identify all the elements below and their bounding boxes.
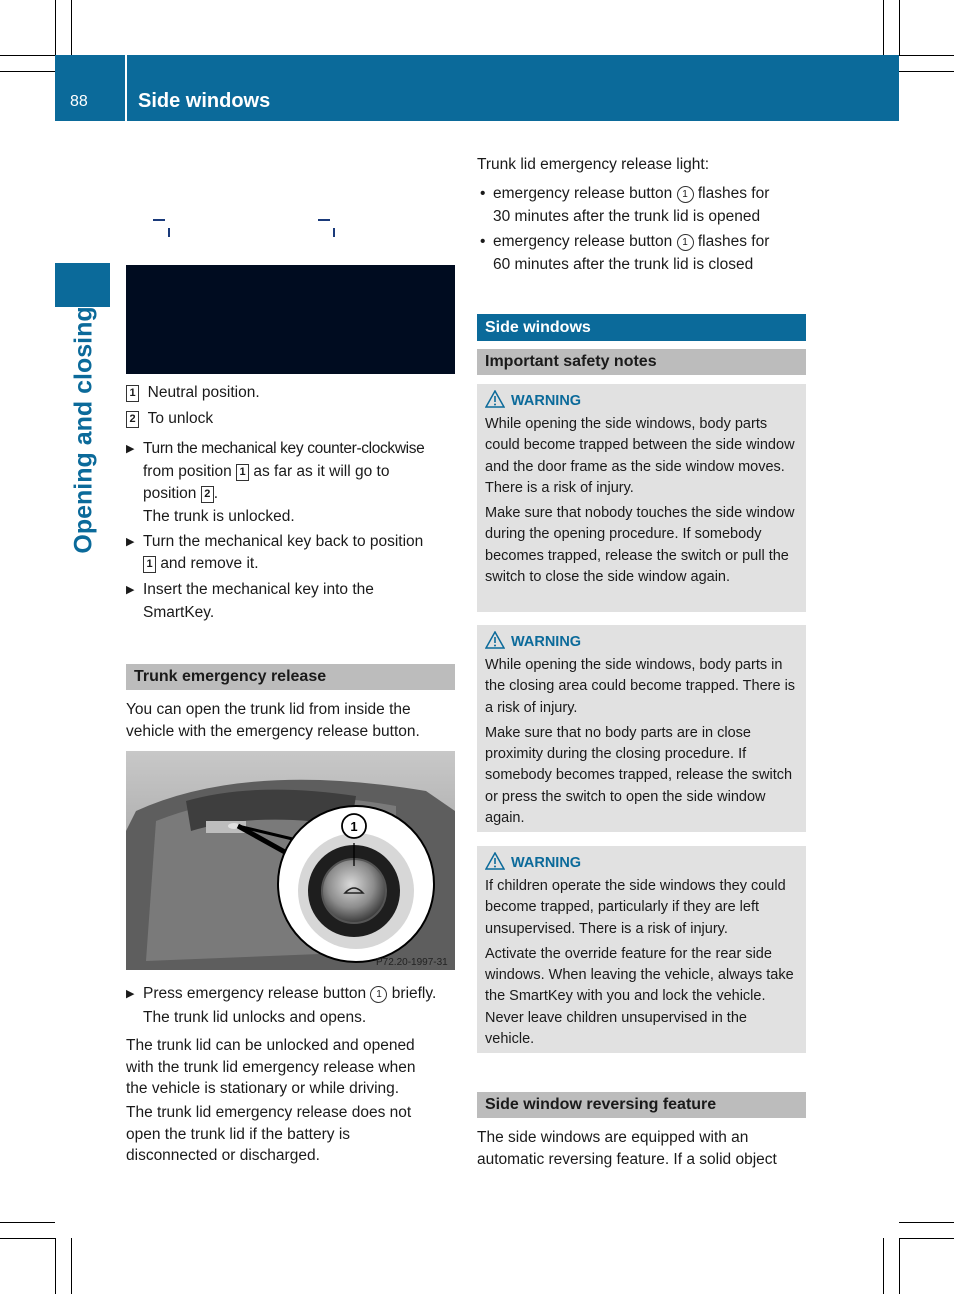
instruction-step xyxy=(126,438,461,527)
callout-number: 1 xyxy=(236,464,249,481)
crop-mark xyxy=(899,0,900,55)
step-text xyxy=(143,553,461,575)
step-text xyxy=(143,983,461,1005)
crop-mark xyxy=(0,1238,55,1239)
bullet-text: 60 minutes after the trunk lid is closed xyxy=(493,255,754,273)
step-arrow-icon: ▶ xyxy=(126,536,135,548)
step-text-part: Press emergency release button xyxy=(143,985,367,1002)
header-separator xyxy=(125,55,127,121)
paragraph-line: Trunk lid emergency release light: xyxy=(477,156,710,173)
callout-number: 2 xyxy=(201,486,214,503)
step-text xyxy=(143,483,461,505)
paragraph xyxy=(477,1127,812,1170)
bullet-text-part: flashes for xyxy=(697,233,770,250)
bullet-dot: • xyxy=(480,233,486,250)
key-illustration-mark xyxy=(168,228,170,237)
step-text-part: briefly. xyxy=(391,985,437,1002)
step-text: SmartKey. xyxy=(143,603,215,621)
step-text: Insert the mechanical key into the xyxy=(143,581,374,598)
crop-mark xyxy=(55,1238,56,1294)
paragraph-line: You can open the trunk lid from inside the xyxy=(126,701,411,718)
legend-text: Neutral position. xyxy=(147,384,260,401)
paragraph-line: with the trunk lid emergency release when xyxy=(126,1058,416,1076)
legend-text: To unlock xyxy=(147,410,214,427)
warning-title xyxy=(485,631,798,651)
page-number: 88 xyxy=(70,93,88,110)
warning-label: WARNING xyxy=(511,393,582,409)
bullet-text xyxy=(493,231,812,253)
crop-mark xyxy=(899,1238,900,1294)
step-text: Turn the mechanical key back to position xyxy=(143,533,424,550)
warning-box xyxy=(477,846,806,1053)
step-text-part: . xyxy=(213,485,219,502)
paragraph xyxy=(126,1035,461,1100)
legend-item xyxy=(126,408,213,430)
warning-text: Make sure that no body parts are in close proximity during the closing procedure. If somebody becomes trapped, release the switch or press the switch to open the side window again. xyxy=(485,724,793,827)
warning-box xyxy=(477,384,806,612)
instruction-step xyxy=(126,531,461,574)
crop-mark xyxy=(55,0,56,55)
paragraph-line: open the trunk lid if the battery is xyxy=(126,1125,351,1143)
key-illustration-mark xyxy=(153,219,165,221)
step-text-part: position xyxy=(143,485,197,502)
photo-callout: 1 xyxy=(350,819,358,834)
crop-mark xyxy=(899,55,954,56)
warning-box xyxy=(477,625,806,832)
paragraph-line: The trunk lid emergency release does not xyxy=(126,1104,412,1121)
step-arrow-icon: ▶ xyxy=(126,443,135,455)
bullet-text-part: flashes for xyxy=(697,185,770,202)
callout-number: 1 xyxy=(677,234,694,251)
paragraph-line: The trunk lid can be unlocked and opened xyxy=(126,1037,415,1054)
subsection-heading: Side window reversing feature xyxy=(477,1092,806,1118)
step-text-part: and remove it. xyxy=(160,554,259,572)
warning-label: WARNING xyxy=(511,634,582,650)
step-arrow-icon: ▶ xyxy=(126,988,135,1000)
trunk-release-photo xyxy=(126,751,455,970)
callout-number: 1 xyxy=(677,186,694,203)
photo-code: P72.20-1997-31 xyxy=(376,957,448,968)
legend-item xyxy=(126,382,260,404)
bullet-text xyxy=(493,183,812,205)
crop-mark xyxy=(0,1222,55,1223)
warning-text: While opening the side windows, body parts in the closing area could become trapped. There is a risk of injury. xyxy=(485,657,796,716)
chapter-label: Opening and closing xyxy=(69,306,98,554)
key-illustration-mark xyxy=(318,219,330,221)
bullet-text: 30 minutes after the trunk lid is opened xyxy=(493,207,761,225)
step-text xyxy=(143,461,461,483)
paragraph xyxy=(126,699,461,742)
instruction-step xyxy=(126,579,461,623)
key-illustration-mark xyxy=(333,228,335,237)
bullet-dot: • xyxy=(480,185,486,202)
bullet-text-part: emergency release button xyxy=(493,185,673,202)
paragraph-line: vehicle with the emergency release button. xyxy=(126,722,420,740)
step-result: The trunk is unlocked. xyxy=(143,507,295,525)
bullet-item xyxy=(477,231,812,275)
bullet-text-part: emergency release button xyxy=(493,233,673,250)
warning-triangle-icon xyxy=(485,631,505,655)
crop-mark xyxy=(0,71,55,72)
crop-mark xyxy=(899,71,954,72)
key-illustration-panel xyxy=(126,265,455,374)
warning-text: Make sure that nobody touches the side window during the opening procedure. If somebody becomes trapped, release the switch or pull the switch to close the side window again. xyxy=(485,505,795,586)
warning-title xyxy=(485,390,798,410)
crop-mark xyxy=(0,55,55,56)
warning-text: If children operate the side windows they could become trapped, particularly if they are left unsupervised. There is a risk of injury. xyxy=(485,878,786,937)
subsection-heading: Important safety notes xyxy=(477,349,806,375)
callout-number: 1 xyxy=(370,986,387,1003)
callout-number: 1 xyxy=(126,385,139,402)
step-text: Turn the mechanical key counter-clockwise xyxy=(143,440,425,457)
crop-mark xyxy=(883,1238,884,1294)
crop-mark xyxy=(883,0,884,55)
step-text-part: as far as it will go to xyxy=(253,462,390,480)
warning-triangle-icon xyxy=(485,852,505,876)
crop-mark xyxy=(899,1222,954,1223)
paragraph xyxy=(477,154,812,176)
step-arrow-icon: ▶ xyxy=(126,584,135,596)
section-heading: Side windows xyxy=(477,314,806,341)
paragraph-line: the vehicle is stationary or while driving. xyxy=(126,1080,400,1097)
bullet-item xyxy=(477,183,812,227)
paragraph-line: disconnected or discharged. xyxy=(126,1147,320,1164)
callout-number: 1 xyxy=(143,556,156,573)
callout-number: 2 xyxy=(126,411,139,428)
warning-text: Activate the override feature for the rear side windows. When leaving the vehicle, always take the SmartKey with you and lock the vehicle. Never leave children unsupervised in the vehicle. xyxy=(485,945,794,1048)
step-result: The trunk lid unlocks and opens. xyxy=(143,1008,367,1026)
warning-title xyxy=(485,852,798,872)
section-heading: Trunk emergency release xyxy=(126,664,455,690)
crop-mark xyxy=(899,1238,954,1239)
instruction-step xyxy=(126,983,461,1028)
paragraph-line: automatic reversing feature. If a solid object xyxy=(477,1150,777,1168)
crop-mark xyxy=(71,1238,72,1294)
step-text-part: from position xyxy=(143,462,232,480)
chapter-tab xyxy=(55,263,110,307)
paragraph-line: The side windows are equipped with an xyxy=(477,1129,749,1146)
warning-text: While opening the side windows, body parts could become trapped between the side window and the door frame as the side window moves. There is a risk of injury. xyxy=(485,416,795,496)
crop-mark xyxy=(71,0,72,55)
warning-triangle-icon xyxy=(485,390,505,414)
page-title: Side windows xyxy=(138,90,271,112)
trunk-photo-illustration xyxy=(126,751,455,970)
paragraph xyxy=(126,1102,461,1167)
warning-label: WARNING xyxy=(511,855,582,871)
